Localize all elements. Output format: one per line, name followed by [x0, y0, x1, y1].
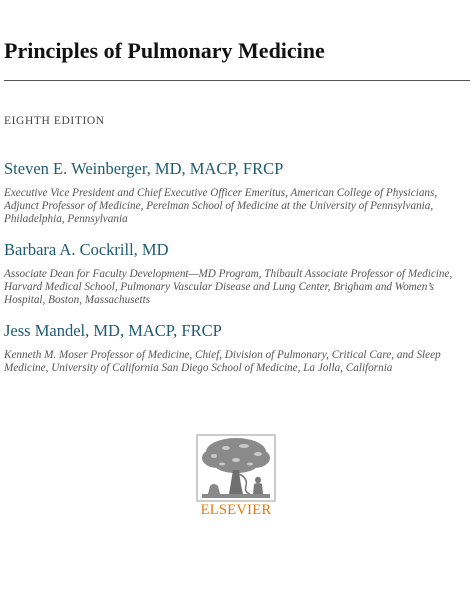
book-title: Principles of Pulmonary Medicine — [4, 38, 325, 63]
author-name: Barbara A. Cockrill, MD — [4, 240, 169, 259]
elsevier-tree-icon — [196, 434, 276, 502]
author-name: Steven E. Weinberger, MD, MACP, FRCP — [4, 159, 284, 178]
publisher-name: ELSEVIER — [200, 502, 272, 518]
author-name: Jess Mandel, MD, MACP, FRCP — [4, 321, 222, 340]
publisher-logo — [196, 434, 276, 524]
author-block — [4, 159, 466, 226]
title-divider — [4, 80, 470, 81]
author-affiliation: Kenneth M. Moser Professor of Medicine, Chief, Division of Pulmonary, Critical Care, and Sleep Medicine, University of California San Diego School of Medicine, La Jolla, California — [4, 349, 441, 374]
author-block — [4, 321, 466, 375]
author-affiliation: Executive Vice President and Chief Executive Officer Emeritus, American College of Physicians, Adjunct Professor of Medicine, Perelman School of Medicine at the University of Pennsylvania, Philadelphia, Pennsylvania — [4, 187, 438, 225]
edition-label: EIGHTH EDITION — [4, 115, 105, 127]
author-affiliation: Associate Dean for Faculty Development—MD Program, Thibault Associate Professor of Medicine, Harvard Medical School, Pulmonary Vascular Disease and Lung Center, Brigham and Women’s Hospital, Boston, Massachusetts — [4, 268, 453, 306]
author-block — [4, 240, 466, 307]
